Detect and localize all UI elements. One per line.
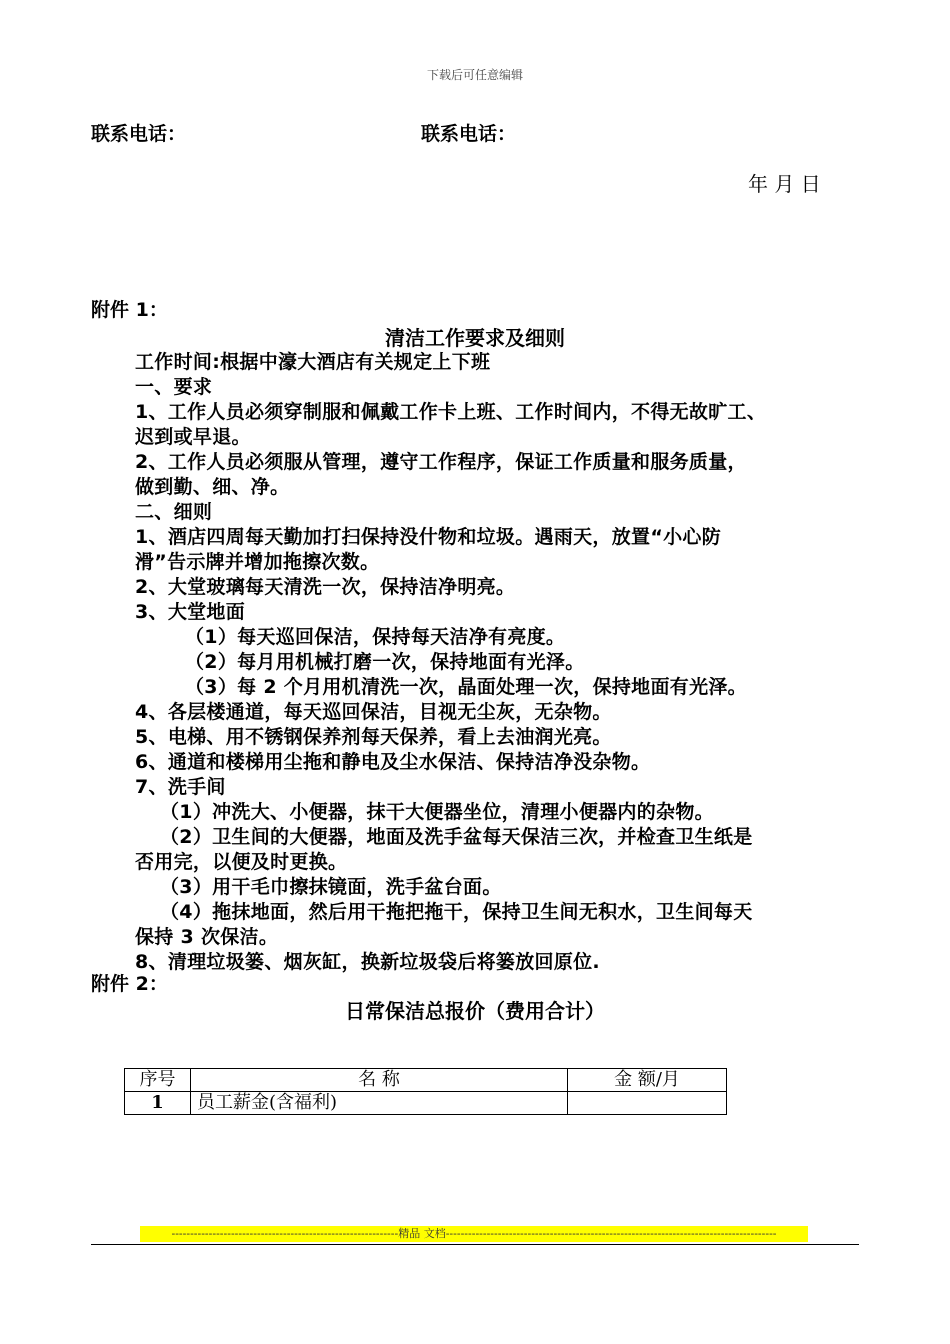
paragraph-line: 否用完，以便及时更换。: [135, 851, 348, 873]
table-cell: 1: [125, 1092, 191, 1115]
paragraph-line: 6、通道和楼梯用尘拖和静电及尘水保洁、保持洁净没杂物。: [135, 751, 651, 773]
table-header-cell: 金 额/月: [568, 1069, 727, 1092]
date-line: 年 月 日: [748, 172, 821, 196]
footer-divider: [91, 1244, 859, 1245]
attachment2-label: 附件 2：: [91, 973, 168, 995]
paragraph-line: 2、工作人员必须服从管理，遵守工作程序，保证工作质量和服务质量，: [135, 451, 747, 473]
table-header-cell: 序号: [125, 1069, 191, 1092]
paragraph-line: 5、电梯、用不锈钢保养剂每天保养，看上去油润光亮。: [135, 726, 612, 748]
paragraph-line: 8、清理垃圾篓、烟灰缸，换新垃圾袋后将篓放回原位.: [135, 951, 600, 973]
header-note: 下载后可任意编辑: [426, 68, 523, 82]
paragraph-line: 3、大堂地面: [135, 601, 246, 623]
paragraph-line: （3）用干毛巾擦抹镜面，洗手盆台面。: [160, 876, 502, 898]
section-heading: 一、要求: [135, 376, 213, 398]
paragraph-line: 做到勤、细、净。: [135, 476, 290, 498]
attachment1-label: 附件 1：: [91, 299, 168, 321]
table-cell: [568, 1092, 727, 1115]
paragraph-line: 7、洗手间: [135, 776, 226, 798]
fee-table: [124, 1068, 727, 1115]
table-cell: 员工薪金(含福利): [191, 1092, 568, 1115]
paragraph-line: 4、各层楼通道，每天巡回保洁，目视无尘灰，无杂物。: [135, 701, 612, 723]
paragraph-line: 保持 3 次保洁。: [135, 926, 279, 948]
paragraph-line: 1、工作人员必须穿制服和佩戴工作卡上班、工作时间内，不得无故旷工、: [135, 401, 767, 423]
attachment1-title: 清洁工作要求及细则: [385, 326, 565, 350]
work-time: 工作时间:根据中濠大酒店有关规定上下班: [135, 351, 491, 373]
paragraph-line: （2）每月用机械打磨一次，保持地面有光泽。: [185, 651, 585, 673]
paragraph-line: （2）卫生间的大便器，地面及洗手盆每天保洁三次，并检查卫生纸是: [160, 826, 753, 848]
section-heading: 二、细则: [135, 501, 213, 523]
paragraph-line: （1）每天巡回保洁，保持每天洁净有亮度。: [185, 626, 566, 648]
table-row: [125, 1092, 727, 1115]
attachment2-title: 日常保洁总报价（费用合计）: [345, 999, 605, 1023]
contact-phone-left: 联系电话：: [91, 123, 187, 145]
paragraph-line: （3）每 2 个月用机清洗一次，晶面处理一次，保持地面有光泽。: [185, 676, 747, 698]
paragraph-line: （1）冲洗大、小便器，抹干大便器坐位，清理小便器内的杂物。: [160, 801, 714, 823]
contact-phone-right: 联系电话：: [421, 123, 517, 145]
paragraph-line: 1、酒店四周每天勤加打扫保持没什物和垃圾。遇雨天，放置“小心防: [135, 526, 722, 548]
paragraph-line: 迟到或早退。: [135, 426, 251, 448]
footer-highlight: -------------------------------------------------------------精品 文档-----------------------------------------------------------------------------------------: [140, 1226, 808, 1242]
paragraph-line: 滑”告示牌并增加拖擦次数。: [135, 551, 380, 573]
table-header-cell: 名 称: [191, 1069, 568, 1092]
table-header-row: [125, 1069, 727, 1092]
paragraph-line: 2、大堂玻璃每天清洗一次，保持洁净明亮。: [135, 576, 516, 598]
paragraph-line: （4）拖抹地面，然后用干拖把拖干，保持卫生间无积水，卫生间每天: [160, 901, 753, 923]
